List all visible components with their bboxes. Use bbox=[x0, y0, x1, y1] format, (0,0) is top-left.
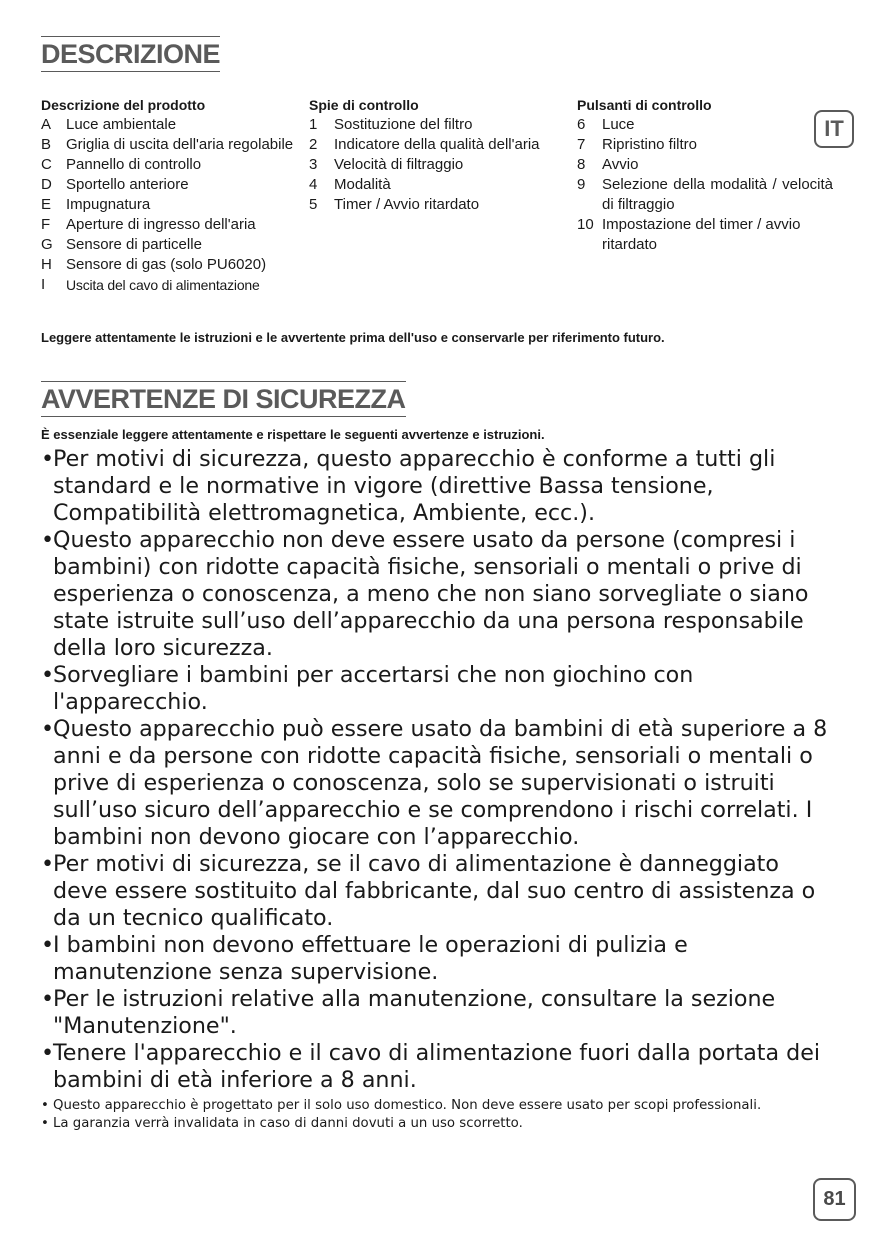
column-heading: Pulsanti di controllo bbox=[577, 97, 712, 113]
item-text: Indicatore della qualità dell'aria bbox=[334, 136, 540, 153]
list-item bbox=[41, 175, 298, 195]
column-descrizione-prodotto bbox=[41, 95, 298, 295]
safety-intro: È essenziale leggere attentamente e rispettare le seguenti avvertenze e istruzioni. bbox=[41, 427, 545, 442]
list-item bbox=[309, 135, 566, 155]
list-item bbox=[41, 255, 298, 275]
item-text: Impugnatura bbox=[66, 196, 151, 213]
column-heading: Spie di controllo bbox=[309, 97, 419, 113]
item-key: 6 bbox=[577, 116, 586, 133]
section-title-avvertenze: AVVERTENZE DI SICUREZZA bbox=[41, 381, 406, 417]
list-item bbox=[577, 115, 833, 135]
item-key: E bbox=[41, 196, 52, 213]
warning-item: • Questo apparecchio non deve essere usato da persone (compresi i bambini) con ridotte capacità fisiche, sensoriali o mentali o prive di esperienza o conoscenza, a meno che non siano sorvegliate o siano state istruite sull’uso dell’apparecchio da una persona responsabile della loro sicurezza. bbox=[41, 527, 836, 662]
warning-item: • Per motivi di sicurezza, se il cavo di alimentazione è danneggiato deve essere sostituito dal fabbricante, dal suo centro di assistenza o da un tecnico qualificato. bbox=[41, 851, 836, 932]
item-key: 1 bbox=[309, 116, 318, 133]
item-text: Sportello anteriore bbox=[66, 176, 189, 193]
warning-item: • Per motivi di sicurezza, questo apparecchio è conforme a tutti gli standard e le normative in vigore (direttive Bassa tensione, Compatibilità elettromagnetica, Ambiente, ecc.). bbox=[41, 446, 836, 527]
item-text: Ripristino filtro bbox=[602, 136, 698, 153]
list-item bbox=[41, 215, 298, 235]
list-item bbox=[309, 175, 566, 195]
list-item bbox=[41, 235, 298, 255]
note-item: • La garanzia verrà invalidata in caso di danni dovuti a un uso scorretto. bbox=[41, 1115, 826, 1133]
item-key: I bbox=[41, 276, 46, 293]
list-item bbox=[309, 195, 566, 215]
item-key: 8 bbox=[577, 156, 586, 173]
item-key: D bbox=[41, 176, 52, 193]
list-item bbox=[309, 155, 566, 175]
item-key: H bbox=[41, 256, 52, 273]
list-item bbox=[577, 175, 833, 215]
item-text: Aperture di ingresso dell'aria bbox=[66, 216, 256, 233]
item-text: Luce ambientale bbox=[66, 116, 177, 133]
section-title-descrizione: DESCRIZIONE bbox=[41, 36, 220, 72]
item-key: 5 bbox=[309, 196, 318, 213]
warning-item: • Sorvegliare i bambini per accertarsi che non giochino con l'apparecchio. bbox=[41, 662, 836, 716]
item-text: Impostazione del timer / avvio ritardato bbox=[602, 216, 801, 253]
language-badge: IT bbox=[814, 110, 854, 148]
item-text: Pannello di controllo bbox=[66, 156, 202, 173]
list-item bbox=[577, 155, 833, 175]
item-text: Uscita del cavo di alimentazione bbox=[66, 277, 260, 293]
safety-warnings-list bbox=[41, 446, 836, 1094]
item-key: F bbox=[41, 216, 51, 233]
item-text: Modalità bbox=[334, 176, 391, 193]
list-item bbox=[41, 135, 298, 155]
column-spie-di-controllo bbox=[309, 95, 566, 215]
list-item bbox=[41, 275, 298, 295]
list-item bbox=[41, 195, 298, 215]
item-text: Luce bbox=[602, 116, 635, 133]
item-key: G bbox=[41, 236, 53, 253]
item-key: 7 bbox=[577, 136, 586, 153]
list-item bbox=[309, 115, 566, 135]
item-key: A bbox=[41, 116, 52, 133]
additional-notes-list bbox=[41, 1097, 826, 1133]
item-key: C bbox=[41, 156, 52, 173]
list-item bbox=[577, 215, 833, 255]
item-text: Sostituzione del filtro bbox=[334, 116, 473, 133]
item-key: 2 bbox=[309, 136, 318, 153]
item-text: Timer / Avvio ritardato bbox=[334, 196, 480, 213]
item-key: B bbox=[41, 136, 52, 153]
read-instructions-notice: Leggere attentamente le istruzioni e le avvertente prima dell'uso e conservarle per riferimento futuro. bbox=[41, 330, 665, 345]
item-key: 10 bbox=[577, 216, 594, 233]
page-number: 81 bbox=[813, 1178, 856, 1221]
list-item bbox=[41, 115, 298, 135]
item-key: 9 bbox=[577, 176, 586, 193]
warning-item: • I bambini non devono effettuare le operazioni di pulizia e manutenzione senza supervisione. bbox=[41, 932, 836, 986]
item-text: Sensore di particelle bbox=[66, 236, 202, 253]
item-text: Sensore di gas (solo PU6020) bbox=[66, 256, 267, 273]
column-pulsanti-di-controllo bbox=[577, 95, 833, 255]
list-item bbox=[577, 135, 833, 155]
list-item bbox=[41, 155, 298, 175]
warning-item: • Tenere l'apparecchio e il cavo di alimentazione fuori dalla portata dei bambini di età inferiore a 8 anni. bbox=[41, 1040, 836, 1094]
item-text: Velocità di filtraggio bbox=[334, 156, 464, 173]
warning-item: • Per le istruzioni relative alla manutenzione, consultare la sezione "Manutenzione". bbox=[41, 986, 836, 1040]
item-key: 3 bbox=[309, 156, 318, 173]
item-text: Selezione della modalità / velocità di filtraggio bbox=[602, 176, 833, 213]
column-heading: Descrizione del prodotto bbox=[41, 97, 206, 113]
note-item: • Questo apparecchio è progettato per il solo uso domestico. Non deve essere usato per scopi professionali. bbox=[41, 1097, 826, 1115]
item-key: 4 bbox=[309, 176, 318, 193]
item-text: Avvio bbox=[602, 156, 639, 173]
item-text: Griglia di uscita dell'aria regolabile bbox=[66, 136, 294, 153]
warning-item: • Questo apparecchio può essere usato da bambini di età superiore a 8 anni e da persone con ridotte capacità fisiche, sensoriali o mentali o prive di esperienza o conoscenza, solo se supervisionati o istruiti sull’uso sicuro dell’apparecchio e se comprendono i rischi correlati. I bambini non devono giocare con l’apparecchio. bbox=[41, 716, 836, 851]
